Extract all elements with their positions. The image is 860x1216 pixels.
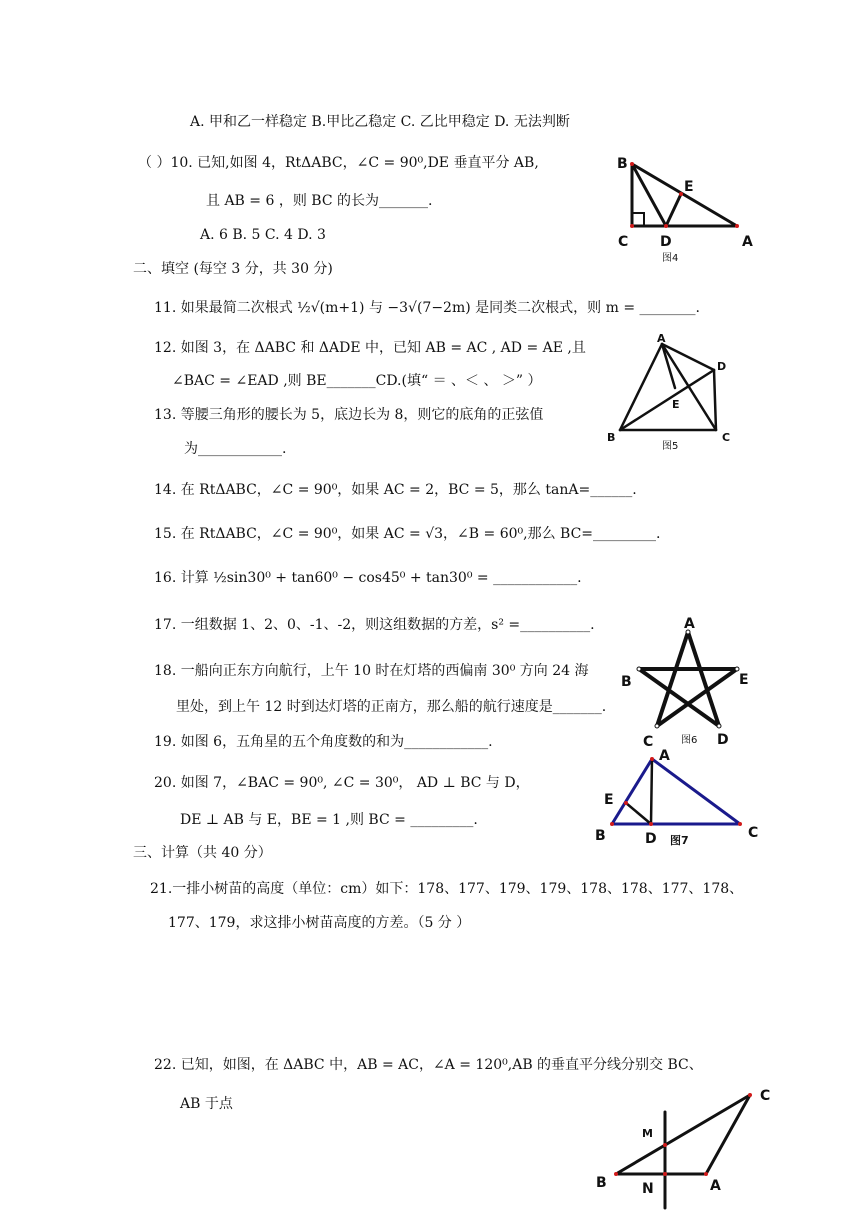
q10-text: （ ）10. 已知,如图 4，RtΔABC，∠C = 90⁰,DE 垂直平分 AB, [138, 155, 539, 171]
fig22-label-a: A [710, 1178, 721, 1194]
fig6-label-c: C [643, 734, 654, 750]
figure-7 [590, 745, 765, 845]
q14-text: 14. 在 RtΔABC，∠C = 90⁰，如果 AC = 2，BC = 5，那么 tanA=______. [154, 482, 637, 498]
fig6-label-a: A [684, 616, 695, 632]
figure-4 [612, 152, 762, 267]
q11-text: 11. 如果最简二次根式 ½√(m+1) 与 −3√(7−2m) 是同类二次根式，则 m = ________. [154, 300, 700, 316]
fig7-caption: 图7 [670, 834, 689, 847]
q12-text-2: ∠BAC = ∠EAD ,则 BE_______CD.(填“ ＝ 、＜ 、 ＞” ） [172, 373, 542, 389]
fig22-label-b: B [596, 1175, 607, 1191]
fig5-label-c: C [722, 431, 731, 444]
fig6-star-outline [639, 632, 737, 726]
fig4-label-a: A [742, 234, 753, 250]
fig6-label-d: D [717, 732, 729, 748]
fig7-side-ac [652, 759, 740, 824]
section-3-heading: 三、计算（共 40 分） [133, 845, 272, 861]
fig4-segment-de [666, 194, 681, 226]
q10-options: A. 6 B. 5 C. 4 D. 3 [200, 227, 326, 243]
fig7-label-e: E [604, 792, 614, 808]
q21-text-2: 177、179，求这排小树苗高度的方差。（5 分 ） [168, 915, 471, 931]
fig7-side-ab [612, 759, 652, 824]
section-2-heading: 二、填空 (每空 3 分，共 30 分) [133, 261, 333, 277]
fig4-caption: 图4 [662, 253, 679, 264]
fig7-segment-ad [651, 759, 652, 824]
q16-text: 16. 计算 ½sin30⁰ + tan60⁰ − cos45⁰ + tan30⁰ = ____________. [154, 570, 582, 586]
fig5-label-e: E [672, 398, 680, 411]
q18-text: 18. 一船向正东方向航行，上午 10 时在灯塔的西偏南 30⁰ 方向 24 海 [154, 663, 589, 679]
fig4-label-e: E [684, 179, 694, 195]
q20-text: 20. 如图 7，∠BAC = 90⁰, ∠C = 30⁰， AD ⊥ BC 与 D， [154, 775, 530, 791]
fig5-label-b: B [607, 431, 616, 444]
fig4-label-d: D [660, 234, 672, 250]
fig4-label-b: B [617, 156, 628, 172]
fig6-caption: 图6 [681, 735, 698, 746]
fig6-label-b: B [621, 674, 632, 690]
fig22-label-c: C [760, 1088, 771, 1104]
q21-text: 21.一排小树苗的高度（单位：cm）如下：178、177、179、179、178、178、177、178、 [150, 881, 744, 897]
q9-options: A. 甲和乙一样稳定 B.甲比乙稳定 C. 乙比甲稳定 D. 无法判断 [190, 114, 570, 130]
fig7-label-b: B [595, 828, 606, 844]
fig5-label-d: D [717, 360, 727, 373]
fig7-label-d: D [645, 831, 657, 847]
fig6-label-e: E [739, 672, 749, 688]
q12-text: 12. 如图 3，在 ΔABC 和 ΔADE 中，已知 AB = AC , AD = AE ,且 [154, 340, 586, 356]
q18-text-2: 里处，到上午 12 时到达灯塔的正南方，那么船的航行速度是_______. [176, 699, 607, 715]
fig7-label-c: C [748, 825, 759, 841]
figure-q22 [590, 1082, 780, 1210]
figure-6 [615, 618, 760, 748]
fig22-label-n: N [642, 1181, 654, 1197]
fig5-segment-dc [714, 370, 716, 430]
q19-text: 19. 如图 6，五角星的五个角度数的和为____________. [154, 734, 493, 750]
q15-text: 15. 在 RtΔABC，∠C = 90⁰，如果 AC = √3，∠B = 60⁰,那么 BC=_________. [154, 526, 661, 542]
q20-text-2: DE ⊥ AB 与 E，BE = 1 ,则 BC = _________. [180, 812, 478, 828]
q17-text: 17. 一组数据 1、2、0、-1、-2，则这组数据的方差，s² =__________. [154, 617, 595, 633]
fig7-segment-de [626, 803, 651, 824]
q13-text: 13. 等腰三角形的腰长为 5，底边长为 8，则它的底角的正弦值 [154, 407, 544, 423]
fig4-label-c: C [618, 234, 629, 250]
fig22-side-bc [616, 1095, 750, 1174]
q22-text: 22. 已知，如图，在 ΔABC 中，AB = AC，∠A = 120⁰,AB 的垂直平分线分别交 BC、 [154, 1057, 703, 1073]
q10-text-2: 且 AB = 6 ，则 BC 的长为_______. [206, 193, 433, 209]
fig4-right-angle-mark [632, 213, 644, 226]
fig22-label-m: M [642, 1127, 653, 1140]
q13-text-2: 为____________. [184, 441, 287, 457]
fig5-label-a: A [657, 332, 666, 345]
q22-text-2: AB 于点 [180, 1096, 233, 1112]
fig7-label-a: A [659, 748, 670, 764]
fig5-caption: 图5 [662, 441, 679, 452]
figure-5 [602, 330, 737, 455]
